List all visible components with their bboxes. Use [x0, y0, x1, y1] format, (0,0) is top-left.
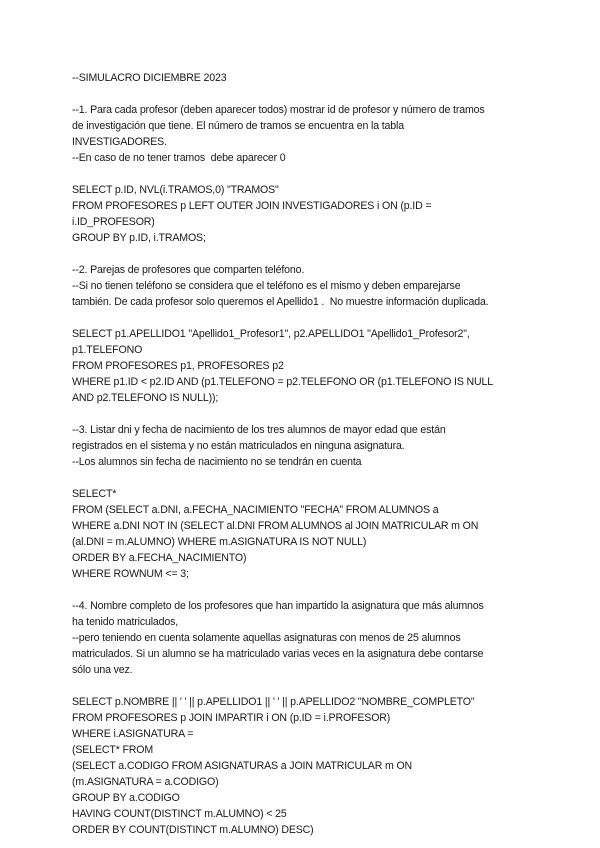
question-2 [72, 262, 542, 406]
q1-statement-line: INVESTIGADORES. [72, 136, 167, 148]
q1-statement-line: --En caso de no tener tramos debe aparecer 0 [72, 152, 286, 164]
q4-sql-line: (SELECT a.CODIGO FROM ASIGNATURAS a JOIN MATRICULAR m ON [72, 760, 413, 772]
q4-sql-line: HAVING COUNT(DISTINCT m.ALUMNO) < 25 [72, 808, 287, 820]
q1-sql-line: GROUP BY p.ID, i.TRAMOS; [72, 232, 206, 244]
question-1 [72, 102, 542, 246]
q4-sql-line: GROUP BY a.CODIGO [72, 792, 180, 804]
q2-statement-line: --2. Parejas de profesores que comparten teléfono. [72, 264, 305, 276]
question-4 [72, 598, 542, 838]
q3-statement-line: --Los alumnos sin fecha de nacimiento no se tendrán en cuenta [72, 456, 362, 468]
document-page [72, 70, 542, 838]
q4-statement-line: --pero teniendo en cuenta solamente aquellas asignaturas con menos de 25 alumnos [72, 632, 461, 644]
q4-statement-line: matriculados. Si un alumno se ha matriculado varias veces en la asignatura debe contarse [72, 648, 484, 660]
spacer [72, 678, 542, 694]
spacer [72, 246, 542, 262]
q4-sql-line: (m.ASIGNATURA = a.CODIGO) [72, 776, 219, 788]
spacer [72, 470, 542, 486]
q3-sql-line: ORDER BY a.FECHA_NACIMIENTO) [72, 552, 247, 564]
spacer [72, 310, 542, 326]
q1-sql-line: SELECT p.ID, NVL(i.TRAMOS,0) "TRAMOS" [72, 184, 279, 196]
q4-statement-line: ha tenido matriculados, [72, 616, 179, 628]
spacer [72, 582, 542, 598]
q1-statement-line: de investigación que tiene. El número de tramos se encuentra en la tabla [72, 120, 404, 132]
q4-sql-line: FROM PROFESORES p JOIN IMPARTIR i ON (p.ID = i.PROFESOR) [72, 712, 391, 724]
spacer [72, 166, 542, 182]
q3-sql-line: (al.DNI = m.ALUMNO) WHERE m.ASIGNATURA IS NOT NULL) [72, 536, 367, 548]
question-3 [72, 422, 542, 582]
q4-sql-line: ORDER BY COUNT(DISTINCT m.ALUMNO) DESC) [72, 824, 314, 836]
q3-statement-line: --3. Listar dni y fecha de nacimiento de los tres alumnos de mayor edad que están [72, 424, 446, 436]
q4-sql-line: (SELECT* FROM [72, 744, 154, 756]
q4-statement-line: sólo una vez. [72, 664, 133, 676]
q3-statement-line: registrados en el sistema y no están matriculados en ninguna asignatura. [72, 440, 405, 452]
q2-sql-line: WHERE p1.ID < p2.ID AND (p1.TELEFONO = p2.TELEFONO OR (p1.TELEFONO IS NULL [72, 376, 494, 388]
q3-sql-line: FROM (SELECT a.DNI, a.FECHA_NACIMIENTO "FECHA" FROM ALUMNOS a [72, 504, 439, 516]
q3-sql-line: SELECT* [72, 488, 117, 500]
q4-sql-line: WHERE i.ASIGNATURA = [72, 728, 194, 740]
q4-statement-line: --4. Nombre completo de los profesores que han impartido la asignatura que más alumnos [72, 600, 484, 612]
q1-statement-line: --1. Para cada profesor (deben aparecer todos) mostrar id de profesor y número de tramos [72, 104, 485, 116]
q2-sql-line: p1.TELEFONO [72, 344, 143, 356]
q3-sql-line: WHERE ROWNUM <= 3; [72, 568, 189, 580]
q2-statement-line: --Si no tienen teléfono se considera que el teléfono es el mismo y deben emparejarse [72, 280, 461, 292]
q4-sql-line: SELECT p.NOMBRE || ' ' || p.APELLIDO1 || ' ' || p.APELLIDO2 "NOMBRE_COMPLETO" [72, 696, 475, 708]
q1-sql-line: FROM PROFESORES p LEFT OUTER JOIN INVESTIGADORES i ON (p.ID = [72, 200, 432, 212]
q2-sql-line: FROM PROFESORES p1, PROFESORES p2 [72, 360, 284, 372]
document-title: --SIMULACRO DICIEMBRE 2023 [72, 72, 227, 84]
q2-sql-line: SELECT p1.APELLIDO1 "Apellido1_Profesor1", p2.APELLIDO1 "Apellido1_Profesor2", [72, 328, 470, 340]
spacer [72, 86, 542, 102]
q2-statement-line: también. De cada profesor solo queremos el Apellido1 . No muestre información duplicada. [72, 296, 489, 308]
q1-sql-line: i.ID_PROFESOR) [72, 216, 155, 228]
spacer [72, 406, 542, 422]
q2-sql-line: AND p2.TELEFONO IS NULL)); [72, 392, 219, 404]
q3-sql-line: WHERE a.DNI NOT IN (SELECT al.DNI FROM ALUMNOS al JOIN MATRICULAR m ON [72, 520, 479, 532]
